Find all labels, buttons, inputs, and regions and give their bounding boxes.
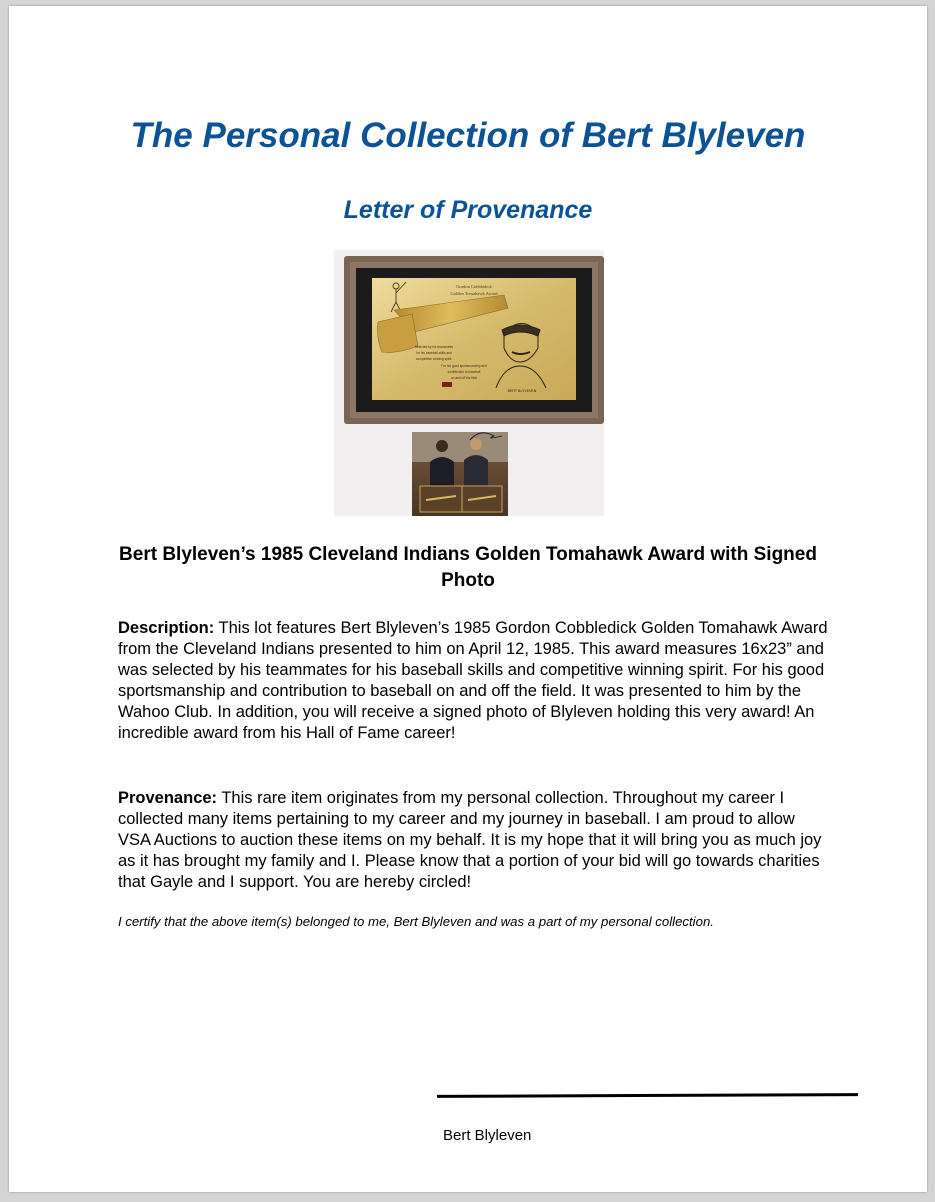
signature-name: Bert Blyleven bbox=[443, 1127, 532, 1144]
certification-statement: I certify that the above item(s) belonged to me, Bert Blyleven and was a part of my personal collection. bbox=[118, 914, 714, 929]
description-label: Description: bbox=[118, 619, 215, 637]
plaque-text-line2: for his baseball skills and bbox=[416, 351, 452, 355]
award-photo-illustration bbox=[334, 250, 604, 516]
document-title: The Personal Collection of Bert Blyleven bbox=[130, 116, 806, 155]
plaque-heading-line2: Golden Tomahawk Award bbox=[450, 291, 498, 296]
provenance-label: Provenance: bbox=[118, 789, 218, 807]
award-photo bbox=[334, 250, 604, 516]
description-text: This lot features Bert Blyleven’s 1985 Gordon Cobbledick Golden Tomahawk Award from the Cleveland Indians presented to him on April 12, 1985. This award measures 16x23” and was selected by his teammates for his baseball skills and competitive winning spirit. For his good sportsmanship and contribution to baseball on and off the field. It was presented to him by the Wahoo Club. In addition, you will receive a signed photo of Blyleven holding this very award! An incredible award from his Hall of Fame career! bbox=[118, 619, 828, 742]
plaque-text-line5: contribution to baseball bbox=[447, 370, 481, 374]
description-paragraph bbox=[118, 618, 830, 744]
plaque-text-line3: competitive winning spirit. bbox=[415, 357, 453, 361]
plaque-text-line6: on and off the field bbox=[450, 376, 478, 380]
plaque-heading-line1: Gordon Cobbledick bbox=[456, 284, 492, 289]
signature-line bbox=[437, 1093, 858, 1098]
provenance-text: This rare item originates from my personal collection. Throughout my career I collected many items pertaining to my career and my journey in baseball. I am proud to allow VSA Auctions to auction these items on my behalf. It is my hope that it will bring you as much joy as it has brought my family and I. Please know that a portion of your bid will go towards charities that Gayle and I support. You are hereby circled! bbox=[118, 789, 822, 891]
lot-title: Bert Blyleven’s 1985 Cleveland Indians Golden Tomahawk Award with Signed Photo bbox=[119, 544, 817, 591]
document-subtitle: Letter of Provenance bbox=[343, 196, 593, 224]
signed-photo bbox=[412, 432, 508, 516]
plaque-text-line4: For his good sportsmanship and bbox=[441, 364, 487, 368]
plaque-text-line1: Selected by his teammates bbox=[414, 345, 454, 349]
provenance-paragraph bbox=[118, 788, 830, 893]
document-page bbox=[9, 6, 927, 1192]
plaque-name: BERT BLYLEVEN bbox=[507, 389, 537, 393]
